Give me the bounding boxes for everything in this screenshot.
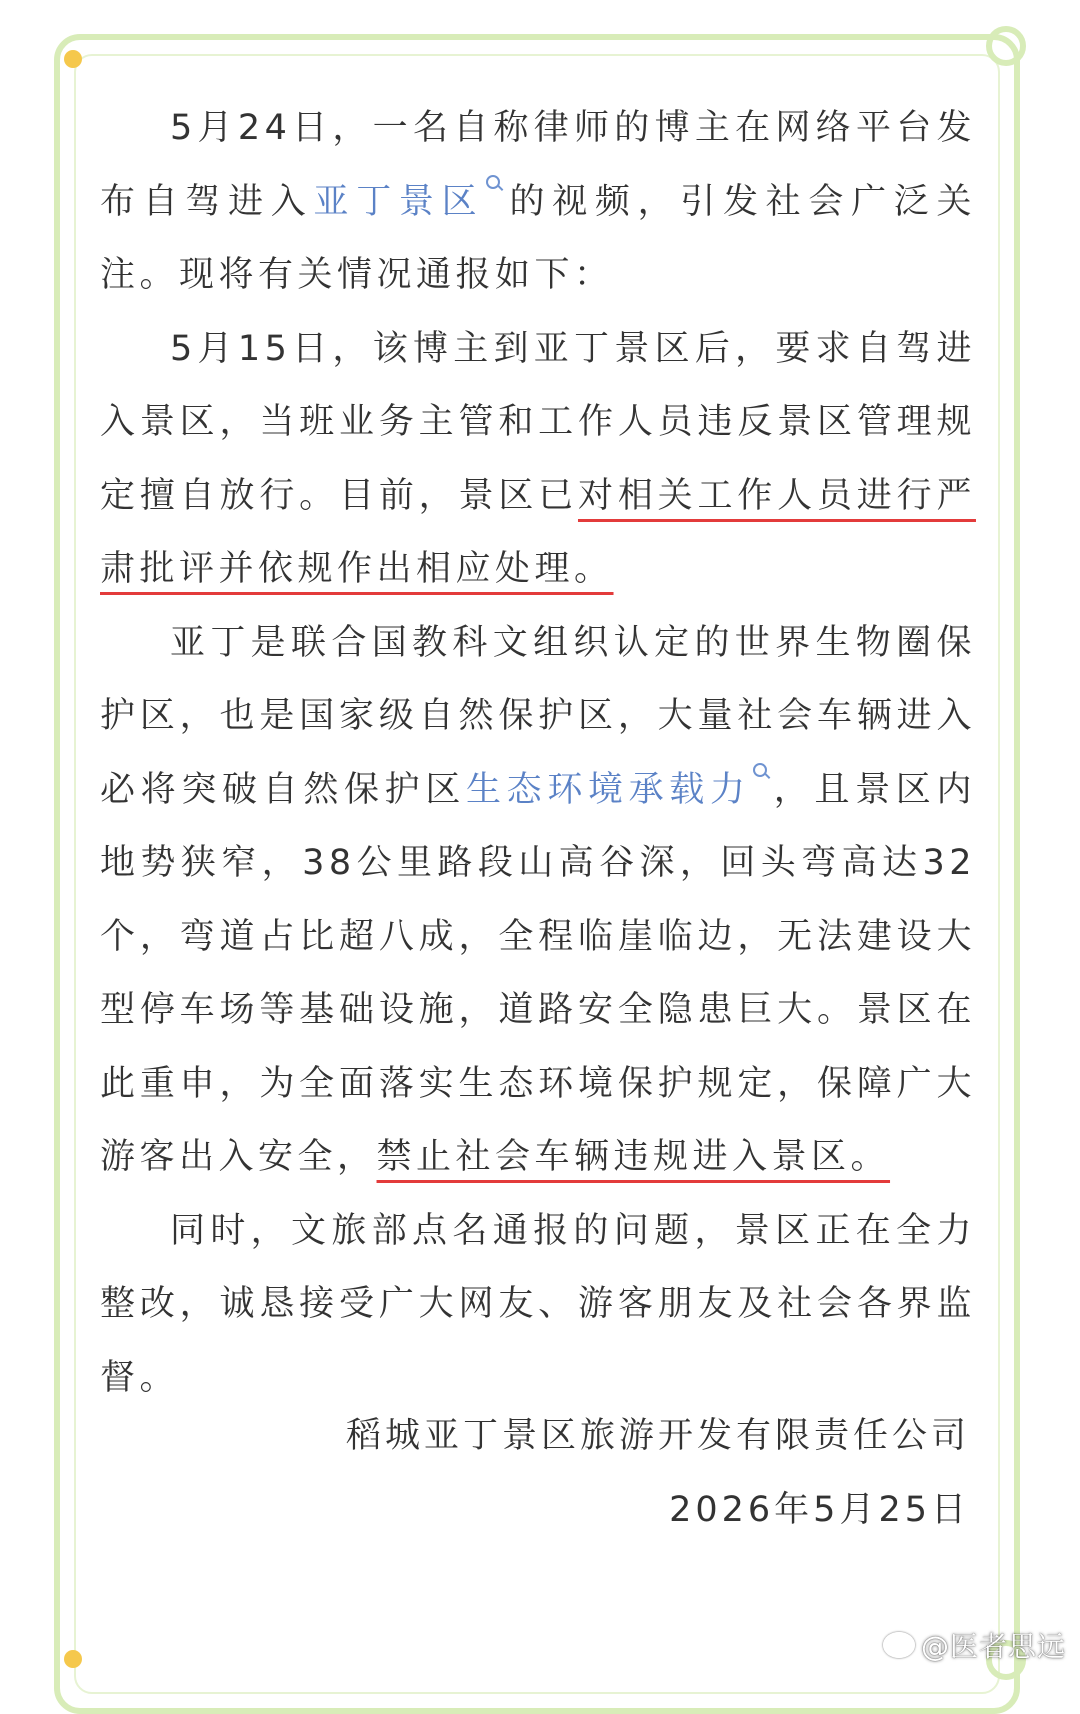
paragraph-3-text-a: 亚丁是联合国教科文组织认定的世界生物圈保护区，也是国家级自然保护区，大量社会车辆进入必将突破自然保护区 — [100, 622, 976, 810]
paragraph-1-text-a: 5月24日，一名自称律师的博主在网络平台发布自驾进入 — [100, 108, 976, 222]
notice-body — [100, 92, 976, 1415]
paragraph-4: 同时，文旅部点名通报的问题，景区正在全力整改，诚恳接受广大网友、游客朋友及社会各界监督。 — [100, 1210, 976, 1398]
corner-curl-icon — [986, 26, 1026, 66]
paragraph-1-text-b: 的视频，引发社会广泛关注。现将有关情况通报如下： — [100, 181, 976, 295]
watermark-text: @医者思远 — [920, 1630, 1066, 1663]
weibo-icon — [883, 1632, 915, 1658]
paragraph-3-text-b: ，且景区内地势狭窄，38公里路段山高谷深，回头弯高达32个，弯道占比超八成，全程临崖临边，无法建设大型停车场等基础设施，道路安全隐患巨大。景区在此重申，为全面落实生态环境保护规定，保障广大游客出入安全， — [100, 769, 976, 1177]
paragraph-2 — [100, 313, 976, 607]
underlined-handling-text: 对相关工作人员进行严肃批评并依规作出相应处理。 — [100, 475, 976, 589]
link-yading-scenic-area[interactable]: 亚丁景区 — [313, 181, 485, 222]
search-icon[interactable] — [486, 175, 502, 191]
search-icon[interactable] — [753, 763, 769, 779]
signature-block — [346, 1400, 970, 1547]
link-ecological-capacity[interactable]: 生态环境承载力 — [465, 769, 751, 810]
paragraph-2-text-a: 5月15日，该博主到亚丁景区后，要求自驾进入景区，当班业务主管和工作人员违反景区管理规定擅自放行。目前，景区已 — [100, 328, 976, 516]
issuer-name: 稻城亚丁景区旅游开发有限责任公司 — [345, 1416, 970, 1456]
corner-dot-icon — [64, 50, 82, 68]
underlined-ban-text: 禁止社会车辆违规进入景区。 — [376, 1137, 891, 1177]
paragraph-3 — [100, 607, 976, 1195]
corner-dot-icon — [64, 1650, 82, 1668]
paragraph-1 — [100, 92, 976, 313]
issue-date: 2026年5月25日 — [669, 1489, 970, 1530]
watermark — [883, 1625, 1066, 1665]
